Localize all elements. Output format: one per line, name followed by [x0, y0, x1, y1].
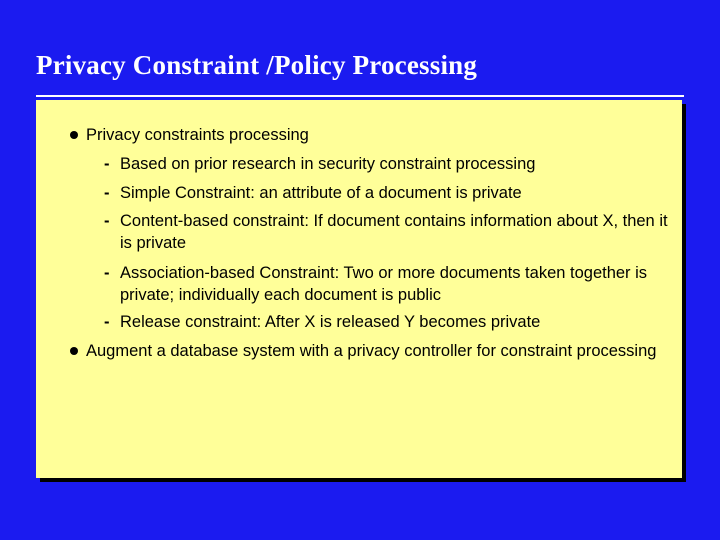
sub-bullet-item [104, 311, 670, 333]
slide-title: Privacy Constraint /Policy Processing [36, 50, 478, 80]
sub-bullet-item [104, 262, 670, 306]
dash-icon: - [104, 212, 110, 230]
bullet-text: Privacy constraints processing [86, 126, 309, 144]
sub-bullet-item [104, 182, 670, 204]
title-underline [36, 95, 684, 97]
sub-bullet-text: Release constraint: After X is released Y becomes private [120, 313, 541, 331]
dash-icon: - [104, 155, 110, 173]
sub-bullet-text: Association-based Constraint: Two or more documents taken together is private; individually each document is public [120, 264, 648, 304]
dash-icon: - [104, 184, 110, 202]
sub-bullet-item [104, 153, 670, 175]
bullet-item [86, 124, 676, 146]
sub-bullet-text: Content-based constraint: If document contains information about X, then it is private [120, 212, 668, 252]
bullet-dot-icon [70, 347, 78, 355]
content-box [36, 100, 682, 478]
dash-icon: - [104, 264, 110, 282]
bullet-dot-icon [70, 131, 78, 139]
sub-bullet-item [104, 210, 670, 254]
bullet-list [36, 100, 682, 478]
bullet-text: Augment a database system with a privacy controller for constraint processing [86, 342, 657, 360]
bullet-item [86, 340, 676, 362]
dash-icon: - [104, 313, 110, 331]
sub-bullet-text: Simple Constraint: an attribute of a document is private [120, 184, 522, 202]
sub-bullet-text: Based on prior research in security constraint processing [120, 155, 536, 173]
